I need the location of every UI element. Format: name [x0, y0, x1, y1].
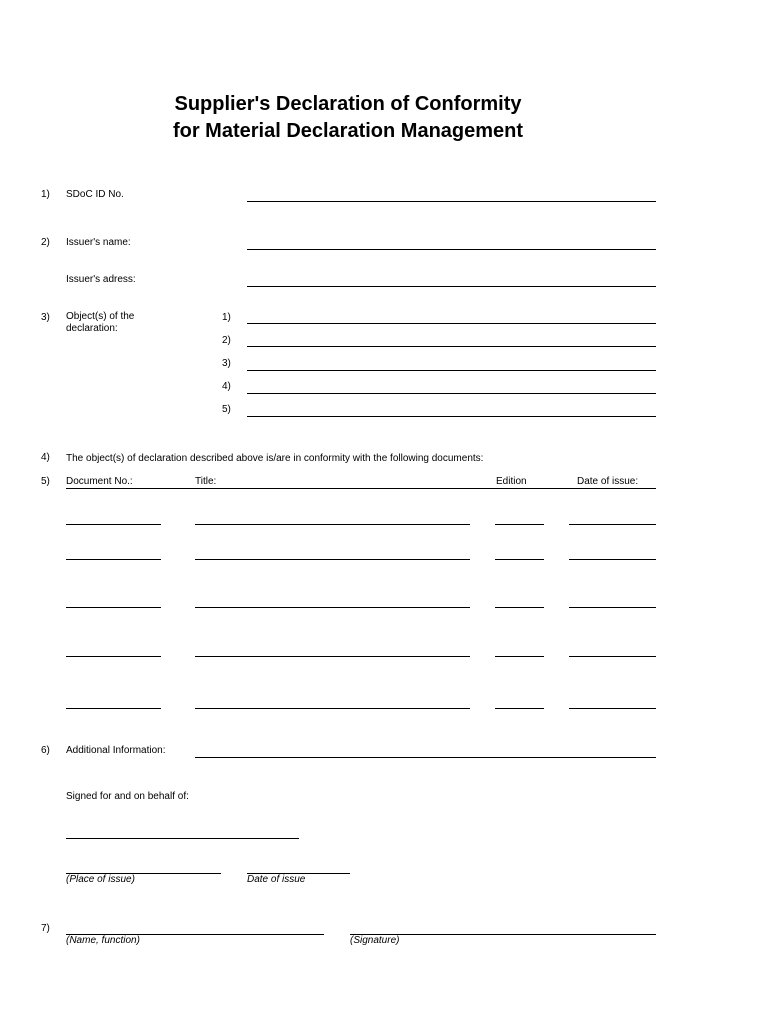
section-number-3: 3) [41, 312, 50, 323]
sdoc-id-label: SDoC ID No. [66, 189, 124, 200]
additional-info-field[interactable] [195, 757, 656, 758]
object-number: 2) [222, 335, 231, 346]
company-field[interactable] [66, 838, 299, 839]
issuer-address-label: Issuer's adress: [66, 274, 136, 285]
place-of-issue-caption: (Place of issue) [66, 874, 135, 885]
doc-title-field[interactable] [195, 559, 470, 560]
doc-edition-field[interactable] [495, 656, 544, 657]
issuer-name-field[interactable] [247, 249, 656, 250]
signature-caption: (Signature) [350, 935, 400, 946]
doc-no-field[interactable] [66, 656, 161, 657]
doc-title-field[interactable] [195, 524, 470, 525]
doc-no-field[interactable] [66, 607, 161, 608]
section-number-2: 2) [41, 237, 50, 248]
doc-edition-field[interactable] [495, 607, 544, 608]
section-number-7: 7) [41, 923, 50, 934]
title-line-2: for Material Declaration Management [172, 120, 524, 142]
title-header: Title: [195, 476, 217, 487]
issuer-name-label: Issuer's name: [66, 237, 131, 248]
additional-info-label: Additional Information: [66, 745, 166, 756]
object-field-2[interactable] [247, 346, 656, 347]
object-field-5[interactable] [247, 416, 656, 417]
doc-date-field[interactable] [569, 524, 656, 525]
object-number: 5) [222, 404, 231, 415]
doc-date-field[interactable] [569, 708, 656, 709]
doc-edition-field[interactable] [495, 524, 544, 525]
doc-no-header: Document No.: [66, 476, 133, 487]
edition-header: Edition [496, 476, 527, 487]
date-header: Date of issue: [577, 476, 639, 487]
section-number-6: 6) [41, 745, 50, 756]
doc-no-field[interactable] [66, 559, 161, 560]
doc-no-field[interactable] [66, 708, 161, 709]
signed-for-label: Signed for and on behalf of: [66, 791, 189, 802]
objects-label: Object(s) of the declaration: [66, 311, 135, 334]
name-function-caption: (Name, function) [66, 935, 140, 946]
object-number: 3) [222, 358, 231, 369]
date-of-issue-caption: Date of issue [247, 874, 306, 885]
issuer-address-field[interactable] [247, 286, 656, 287]
title-line-1: Supplier's Declaration of Conformity [174, 93, 522, 115]
object-field-4[interactable] [247, 393, 656, 394]
object-field-1[interactable] [247, 323, 656, 324]
sdoc-id-field[interactable] [247, 201, 656, 202]
doc-date-field[interactable] [569, 607, 656, 608]
object-number: 1) [222, 312, 231, 323]
table-header-rule [66, 488, 656, 489]
doc-no-field[interactable] [66, 524, 161, 525]
doc-title-field[interactable] [195, 607, 470, 608]
doc-edition-field[interactable] [495, 559, 544, 560]
object-number: 4) [222, 381, 231, 392]
section-number-4: 4) [41, 452, 50, 463]
object-field-3[interactable] [247, 370, 656, 371]
conformity-statement: The object(s) of declaration described above is/are in conformity with the following documents: [66, 453, 484, 464]
section-number-1: 1) [41, 189, 50, 200]
section-number-5: 5) [41, 476, 50, 487]
doc-title-field[interactable] [195, 708, 470, 709]
doc-title-field[interactable] [195, 656, 470, 657]
doc-edition-field[interactable] [495, 708, 544, 709]
doc-date-field[interactable] [569, 656, 656, 657]
doc-date-field[interactable] [569, 559, 656, 560]
